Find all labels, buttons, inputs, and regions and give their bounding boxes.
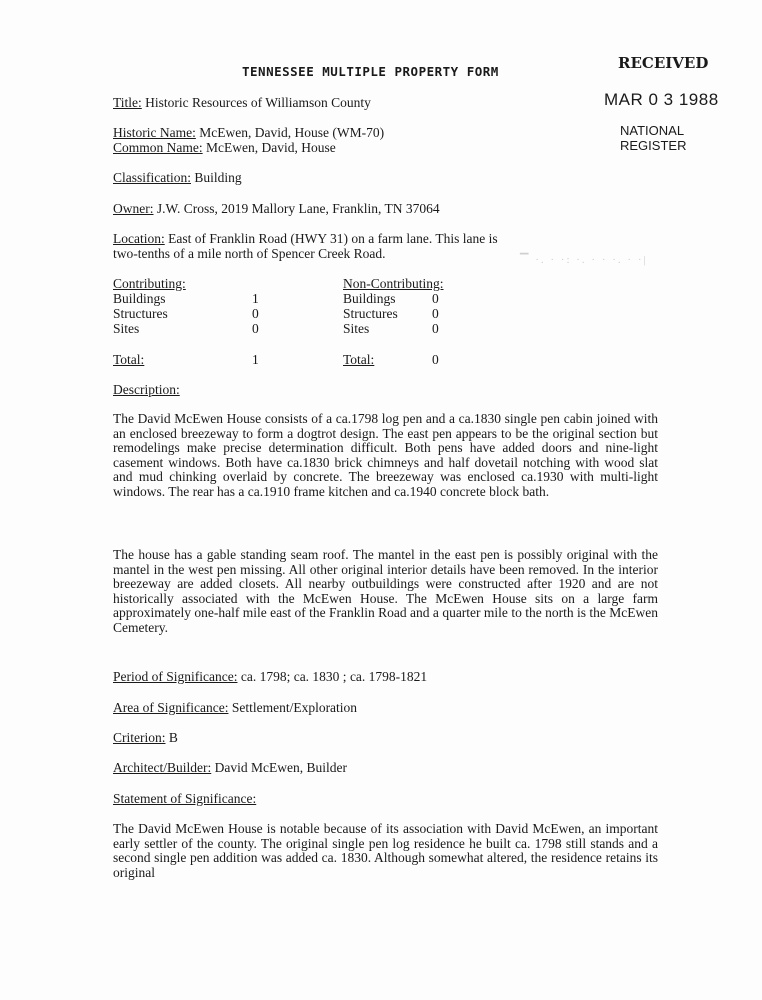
received-date-stamp: MAR 0 3 1988	[604, 90, 719, 109]
classification-label: Classification:	[113, 170, 191, 185]
description-paragraph-2: The house has a gable standing seam roof. The mantel in the east pen is possibly original with the mantel in the west pen missing. All other original interior details have been removed. In the interior breezeway are added closets. All nearby outbuildings were constructed after 1920 and are not historically associated with the McEwen House. The McEwen House sits on a large farm approximately one-half mile east of the Franklin Road and a quarter mile to the north is the McEwen Cemetery.	[113, 547, 658, 635]
non-contributing-heading: Non-Contributing:	[343, 276, 444, 291]
area-label: Area of Significance:	[113, 700, 229, 715]
architect-label: Architect/Builder:	[113, 760, 212, 775]
location-line2: two-tenths of a mile north of Spencer Creek Road.	[113, 246, 386, 261]
location-field	[113, 231, 498, 246]
non-contributing-total-value: 0	[432, 352, 439, 367]
area-value: Settlement/Exploration	[231, 700, 358, 715]
contributing-label: Buildings	[113, 291, 166, 306]
statement-heading: Statement of Significance:	[113, 791, 257, 806]
non-contributing-label: Structures	[343, 306, 398, 321]
national-register-stamp	[620, 123, 686, 153]
architect-value: David McEwen, Builder	[214, 760, 347, 775]
non-contributing-label: Sites	[343, 321, 370, 336]
criterion-field	[113, 730, 178, 745]
contributing-total-label: Total:	[113, 352, 145, 367]
non-contributing-value: 0	[432, 291, 439, 306]
common-name-field	[113, 140, 336, 155]
common-name-value: McEwen, David, House	[206, 140, 336, 155]
historic-name-field	[113, 125, 384, 140]
contributing-total-value: 1	[252, 352, 259, 367]
criterion-label: Criterion:	[113, 730, 166, 745]
faint-illegible-mark: ▔ ·. · ·: ·. · · ·. · ·|	[520, 254, 648, 266]
contributing-value: 1	[252, 291, 259, 306]
contributing-label: Sites	[113, 321, 140, 336]
contributing-heading: Contributing:	[113, 276, 186, 291]
classification-value: Building	[194, 170, 242, 185]
received-stamp: RECEIVED	[618, 54, 709, 72]
architect-field	[113, 760, 347, 775]
stamp-line-register: REGISTER	[620, 138, 687, 153]
statement-paragraph: The David McEwen House is notable because of its association with David McEwen, an important early settler of the county. The original single pen log residence he built ca. 1798 still stands and a second single pen addition was added ca. 1830. Although somewhat altered, the residence retains its original	[113, 821, 658, 880]
title-label: Title:	[113, 95, 142, 110]
title-value: Historic Resources of Williamson County	[145, 95, 371, 110]
title-field	[113, 95, 371, 110]
historic-name-value: McEwen, David, House (WM-70)	[199, 125, 385, 140]
historic-name-label: Historic Name:	[113, 125, 196, 140]
contributing-value: 0	[252, 321, 259, 336]
non-contributing-label: Buildings	[343, 291, 396, 306]
period-value: ca. 1798; ca. 1830 ; ca. 1798-1821	[240, 669, 428, 684]
non-contributing-value: 0	[432, 321, 439, 336]
description-heading: Description:	[113, 382, 180, 397]
contributing-value: 0	[252, 306, 259, 321]
owner-value: J.W. Cross, 2019 Mallory Lane, Franklin, TN 37064	[156, 201, 440, 216]
form-title: TENNESSEE MULTIPLE PROPERTY FORM	[242, 64, 499, 79]
contributing-label: Structures	[113, 306, 168, 321]
owner-label: Owner:	[113, 201, 154, 216]
period-label: Period of Significance:	[113, 669, 238, 684]
non-contributing-value: 0	[432, 306, 439, 321]
description-paragraph-1: The David McEwen House consists of a ca.1798 log pen and a ca.1830 single pen cabin joined with an enclosed breezeway to form a dogtrot design. The east pen appears to be the original section but remodelings make precise determination difficult. Both pens have added doors and nine-light casement windows. Both have ca.1830 brick chimneys and half dovetail notching with wood slat and mud chinking overlaid by concrete. The breezeway was enclosed ca.1930 with multi-light windows. The rear has a ca.1910 frame kitchen and ca.1940 concrete block bath.	[113, 411, 658, 499]
location-label: Location:	[113, 231, 165, 246]
common-name-label: Common Name:	[113, 140, 203, 155]
owner-field	[113, 201, 440, 216]
non-contributing-total-label: Total:	[343, 352, 375, 367]
classification-field	[113, 170, 242, 185]
location-line1: East of Franklin Road (HWY 31) on a farm lane. This lane is	[168, 231, 498, 246]
area-field	[113, 700, 357, 715]
period-field	[113, 669, 427, 684]
criterion-value: B	[168, 730, 178, 745]
stamp-line-national: NATIONAL	[620, 123, 685, 138]
